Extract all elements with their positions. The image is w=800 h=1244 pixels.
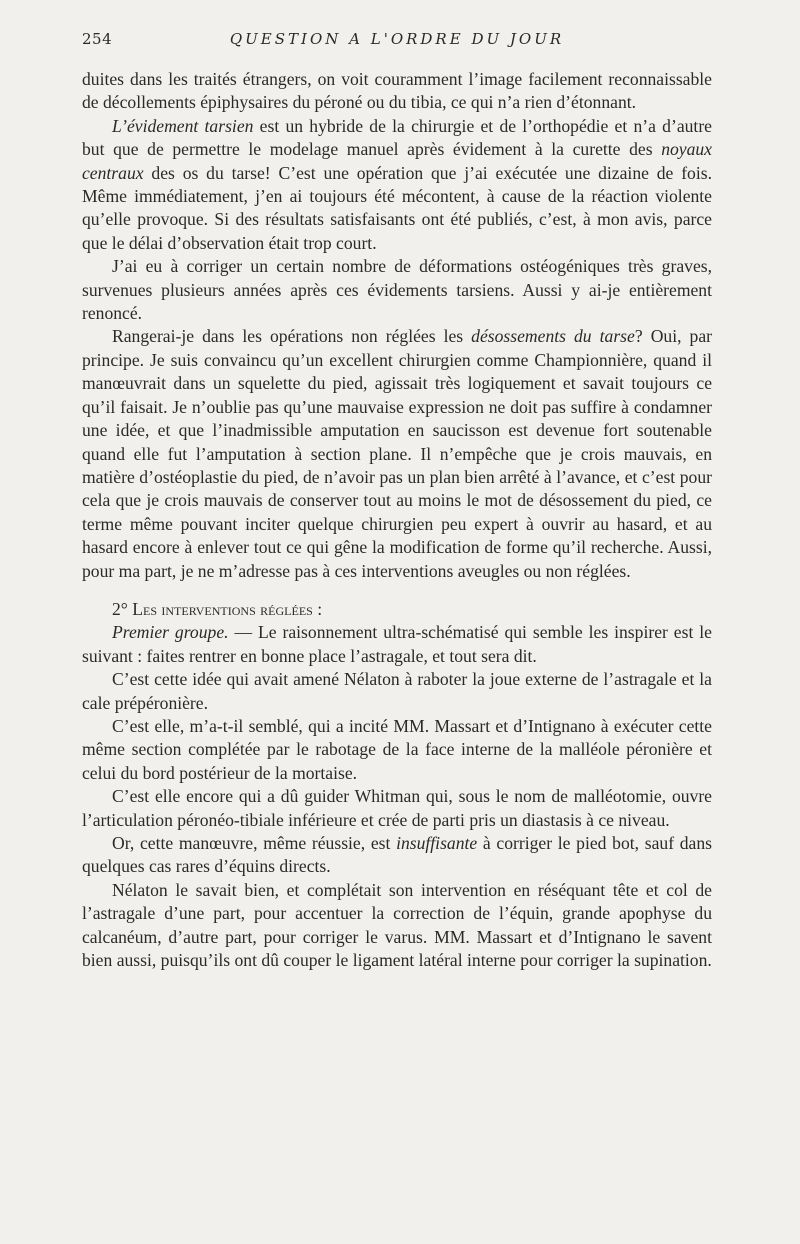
running-head: QUESTION A L'ORDRE DU JOUR (229, 30, 565, 48)
paragraph: Premier groupe. — Le raisonnement ultra-schématisé qui semble les inspirer est le suivant : faites rentrer en bonne place l’astragale, et tout sera dit. (82, 622, 712, 666)
body-text (82, 68, 712, 972)
paragraph: duites dans les traités étrangers, on voit couramment l’image facilement reconnaissable de décollements épiphysaires du péroné ou du tibia, ce qui n’a rien d’étonnant. (82, 69, 712, 113)
paragraph: J’ai eu à corriger un certain nombre de déformations ostéogéniques très graves, survenues plusieurs années après ces évidements tarsiens. Aussi y ai-je entièrement renoncé. (82, 256, 712, 324)
paragraph: Rangerai-je dans les opérations non réglées les désossements du tarse? Oui, par principe. Je suis convaincu qu’un excellent chirurgien comme Championnière, quand il manœuvrait dans un squelette du pied, agissait très logiquement et savait toujours ce qu’il faisait. Je n’oublie pas qu’une mauvaise expression ne doit pas suffire à condamner une idée, et que l’inadmissible amputation en saucisson est devenue fort soutenable quand elle fut l’amputation à section plane. Il n’empêche que je crois mauvais, en matière d’ostéoplastie du pied, de n’avoir pas un plan bien arrêté à l’avance, et c’est pour cela que je crois mauvais de conserver tout au moins le mot de désossement du pied, ce terme même pouvant inciter quelque chirurgien peu expert à ouvrir au hasard, et au hasard encore à enlever tout ce qui gêne la modification de forme qu’il recherche. Aussi, pour ma part, je ne m’adresse pas à ces interventions aveugles ou non réglées. (82, 326, 712, 581)
paragraph: C’est cette idée qui avait amené Nélaton à raboter la joue externe de l’astragale et la cale prépéronière. (82, 669, 712, 713)
page-header (82, 30, 712, 54)
section-heading: 2° Les interventions réglées : (112, 598, 323, 619)
paragraph: Or, cette manœuvre, même réussie, est insuffisante à corriger le pied bot, sauf dans quelques cas rares d’équins directs. (82, 833, 712, 877)
paragraph: L’évidement tarsien est un hybride de la chirurgie et de l’orthopédie et n’a d’autre but que de permettre le modelage manuel après évidement à la curette des noyaux centraux des os du tarse! C’est une opération que j’ai exécutée une dizaine de fois. Même immédiatement, j’en ai toujours été mécontent, à cause de la réaction violente qu’elle provoque. Si des résultats satisfaisants ont été publiés, c’est, à mon avis, parce que le délai d’observation était trop court. (82, 115, 712, 253)
paragraph: C’est elle, m’a-t-il semblé, qui a incité MM. Massart et d’Intignano à exécuter cette même section complétée par le rabotage de la face interne de la malléole péronière et celui du bord postérieur de la mortaise. (82, 715, 712, 783)
paragraph: C’est elle encore qui a dû guider Whitman qui, sous le nom de malléotomie, ouvre l’articulation péronéo-tibiale inférieure et crée de parti pris un diastasis à ce niveau. (82, 786, 712, 830)
page-number: 254 (82, 30, 113, 48)
paragraph: Nélaton le savait bien, et complétait son intervention en réséquant tête et col de l’astragale d’une part, pour accentuer la correction de l’équin, grande apophyse du calcanéum, d’autre part, pour corriger le varus. MM. Massart et d’Intignano le savent bien aussi, puisqu’ils ont dû couper le ligament latéral interne pour corriger la supination. (82, 879, 712, 971)
